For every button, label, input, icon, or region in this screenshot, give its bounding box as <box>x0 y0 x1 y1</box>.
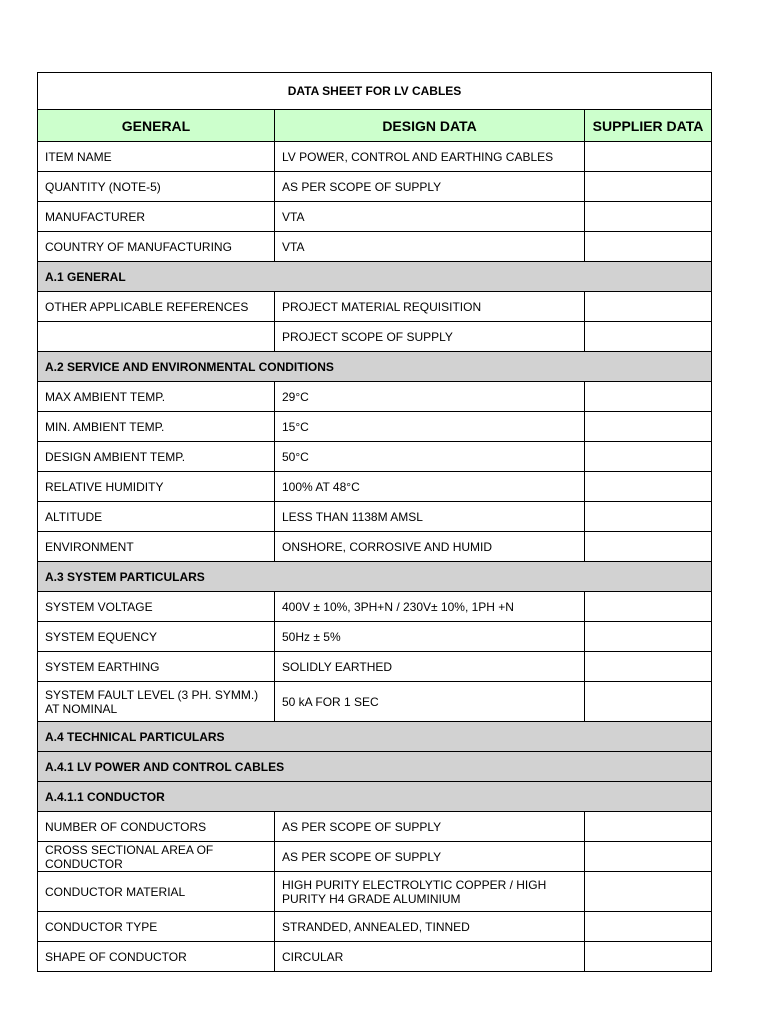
table-row <box>38 842 712 872</box>
supplier-data-cell <box>585 292 712 322</box>
general-cell: ALTITUDE <box>38 502 275 532</box>
section-header: A.2 SERVICE AND ENVIRONMENTAL CONDITIONS <box>38 352 712 382</box>
title-row <box>38 73 712 110</box>
supplier-data-cell <box>585 382 712 412</box>
general-cell: NUMBER OF CONDUCTORS <box>38 812 275 842</box>
section-header-row <box>38 752 712 782</box>
supplier-data-cell <box>585 622 712 652</box>
supplier-data-cell <box>585 812 712 842</box>
design-data-cell: SOLIDLY EARTHED <box>275 652 585 682</box>
table-row <box>38 812 712 842</box>
table-row <box>38 592 712 622</box>
table-row <box>38 292 712 322</box>
design-data-cell: AS PER SCOPE OF SUPPLY <box>275 172 585 202</box>
design-data-cell: 29°C <box>275 382 585 412</box>
header-design-data: DESIGN DATA <box>275 110 585 142</box>
header-general: GENERAL <box>38 110 275 142</box>
general-cell: CONDUCTOR TYPE <box>38 912 275 942</box>
table-row <box>38 382 712 412</box>
general-cell: SHAPE OF CONDUCTOR <box>38 942 275 972</box>
supplier-data-cell <box>585 442 712 472</box>
table-row <box>38 172 712 202</box>
design-data-cell: VTA <box>275 202 585 232</box>
design-data-cell: PROJECT MATERIAL REQUISITION <box>275 292 585 322</box>
table-row <box>38 442 712 472</box>
section-header-row <box>38 562 712 592</box>
header-row <box>38 110 712 142</box>
table-row <box>38 942 712 972</box>
data-sheet-table <box>37 72 712 972</box>
table-row <box>38 202 712 232</box>
table-row <box>38 232 712 262</box>
supplier-data-cell <box>585 592 712 622</box>
table-row <box>38 682 712 722</box>
design-data-cell: AS PER SCOPE OF SUPPLY <box>275 842 585 872</box>
supplier-data-cell <box>585 912 712 942</box>
design-data-cell: PROJECT SCOPE OF SUPPLY <box>275 322 585 352</box>
design-data-cell: CIRCULAR <box>275 942 585 972</box>
general-cell: CROSS SECTIONAL AREA OF CONDUCTOR <box>38 842 275 872</box>
table-row <box>38 502 712 532</box>
general-cell: QUANTITY (NOTE-5) <box>38 172 275 202</box>
table-row <box>38 532 712 562</box>
general-cell: OTHER APPLICABLE REFERENCES <box>38 292 275 322</box>
general-cell: DESIGN AMBIENT TEMP. <box>38 442 275 472</box>
design-data-cell: 100% AT 48°C <box>275 472 585 502</box>
general-cell: CONDUCTOR MATERIAL <box>38 872 275 912</box>
supplier-data-cell <box>585 942 712 972</box>
general-cell: COUNTRY OF MANUFACTURING <box>38 232 275 262</box>
header-supplier-data: SUPPLIER DATA <box>585 110 712 142</box>
supplier-data-cell <box>585 172 712 202</box>
design-data-cell: 50°C <box>275 442 585 472</box>
design-data-cell: LV POWER, CONTROL AND EARTHING CABLES <box>275 142 585 172</box>
section-header: A.4.1 LV POWER AND CONTROL CABLES <box>38 752 712 782</box>
general-cell: MIN. AMBIENT TEMP. <box>38 412 275 442</box>
design-data-cell: STRANDED, ANNEALED, TINNED <box>275 912 585 942</box>
design-data-cell: 50 kA FOR 1 SEC <box>275 682 585 722</box>
section-header-row <box>38 262 712 292</box>
supplier-data-cell <box>585 652 712 682</box>
design-data-cell: 15°C <box>275 412 585 442</box>
section-header: A.4.1.1 CONDUCTOR <box>38 782 712 812</box>
table-row <box>38 472 712 502</box>
general-cell: SYSTEM FAULT LEVEL (3 PH. SYMM.) AT NOMINAL <box>38 682 275 722</box>
supplier-data-cell <box>585 842 712 872</box>
table-row <box>38 912 712 942</box>
supplier-data-cell <box>585 682 712 722</box>
data-sheet-body <box>38 73 712 972</box>
design-data-cell: HIGH PURITY ELECTROLYTIC COPPER / HIGH PURITY H4 GRADE ALUMINIUM <box>275 872 585 912</box>
general-cell: SYSTEM EQUENCY <box>38 622 275 652</box>
table-row <box>38 412 712 442</box>
general-cell: MANUFACTURER <box>38 202 275 232</box>
design-data-cell: AS PER SCOPE OF SUPPLY <box>275 812 585 842</box>
sheet-title: DATA SHEET FOR LV CABLES <box>38 73 712 110</box>
supplier-data-cell <box>585 202 712 232</box>
section-header-row <box>38 352 712 382</box>
design-data-cell: 400V ± 10%, 3PH+N / 230V± 10%, 1PH +N <box>275 592 585 622</box>
supplier-data-cell <box>585 232 712 262</box>
section-header-row <box>38 722 712 752</box>
general-cell: SYSTEM EARTHING <box>38 652 275 682</box>
general-cell: ITEM NAME <box>38 142 275 172</box>
general-cell <box>38 322 275 352</box>
design-data-cell: VTA <box>275 232 585 262</box>
general-cell: MAX AMBIENT TEMP. <box>38 382 275 412</box>
section-header-row <box>38 782 712 812</box>
table-row <box>38 322 712 352</box>
section-header: A.3 SYSTEM PARTICULARS <box>38 562 712 592</box>
table-row <box>38 872 712 912</box>
supplier-data-cell <box>585 872 712 912</box>
table-row <box>38 142 712 172</box>
supplier-data-cell <box>585 412 712 442</box>
section-header: A.4 TECHNICAL PARTICULARS <box>38 722 712 752</box>
supplier-data-cell <box>585 532 712 562</box>
supplier-data-cell <box>585 322 712 352</box>
supplier-data-cell <box>585 472 712 502</box>
table-row <box>38 622 712 652</box>
supplier-data-cell <box>585 502 712 532</box>
design-data-cell: LESS THAN 1138M AMSL <box>275 502 585 532</box>
design-data-cell: ONSHORE, CORROSIVE AND HUMID <box>275 532 585 562</box>
design-data-cell: 50Hz ± 5% <box>275 622 585 652</box>
section-header: A.1 GENERAL <box>38 262 712 292</box>
supplier-data-cell <box>585 142 712 172</box>
general-cell: SYSTEM VOLTAGE <box>38 592 275 622</box>
table-row <box>38 652 712 682</box>
general-cell: ENVIRONMENT <box>38 532 275 562</box>
general-cell: RELATIVE HUMIDITY <box>38 472 275 502</box>
